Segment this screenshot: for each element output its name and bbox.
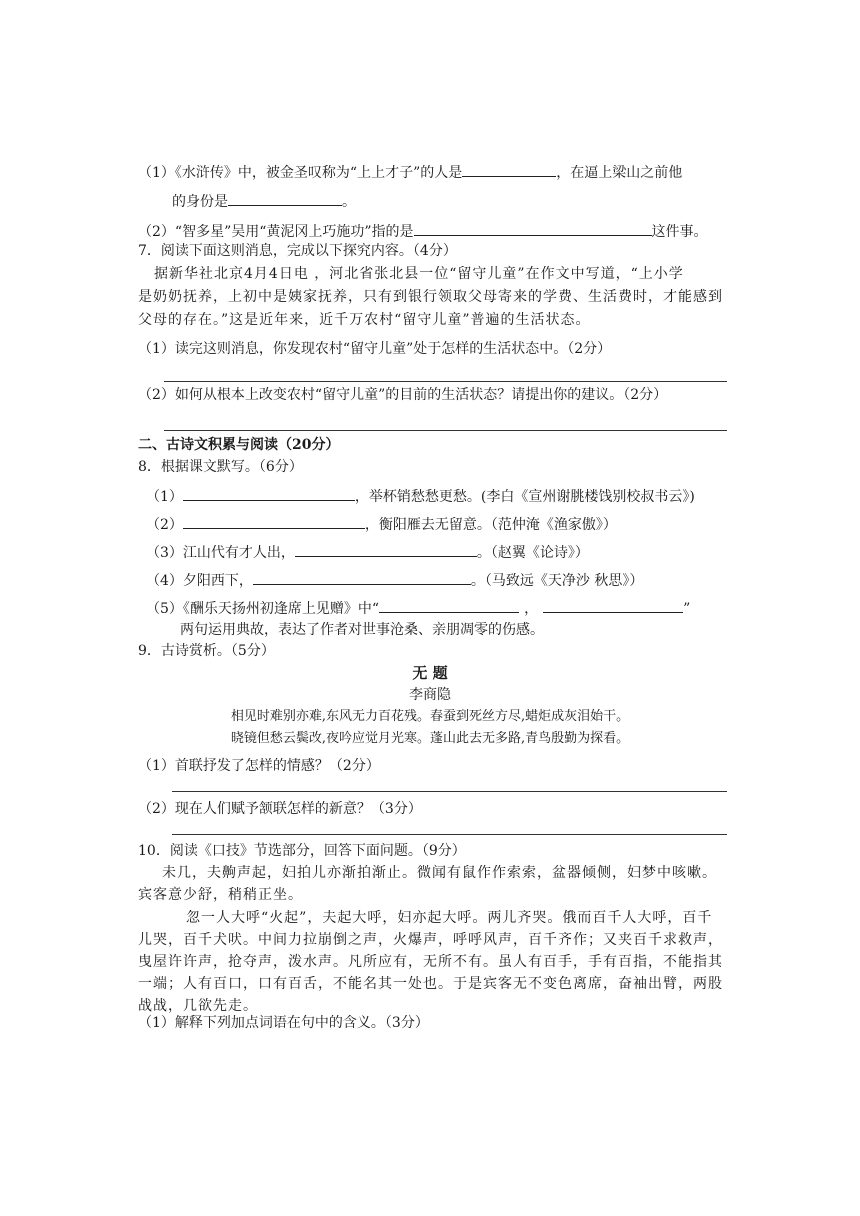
poem-line: 晓镜但愁云鬓改,夜吟应觉月光寒。蓬山此去无多路,青鸟殷勤为探看。 — [230, 731, 630, 746]
answer-line[interactable] — [172, 834, 727, 835]
q9-title: 9．古诗赏析。（5分） — [138, 643, 275, 659]
q7-passage-line: 是奶奶抚养，上初中是姨家抚养，只有到银行领取父母寄来的学费、生活费时，才能感到 — [138, 289, 723, 305]
q9-sub2: （2）现在人们赋予颔联怎样的新意？（3分） — [138, 801, 422, 817]
q6-item1-line2: 的身份是 。 — [172, 194, 356, 210]
q9-sub1: （1）首联抒发了怎样的情感？（2分） — [138, 758, 380, 774]
answer-blank[interactable] — [414, 222, 652, 236]
q6-item2: （2）“智多星”吴用“黄泥冈上巧施功”指的是 这件事。 — [138, 224, 708, 240]
q10-sub1: （1）解释下列加点词语在句中的含义。（3分） — [138, 1015, 429, 1031]
q10-passage-line: 未几，夫齁声起，妇拍儿亦渐拍渐止。微闻有鼠作作索索，盆器倾侧，妇梦中咳嗽。 — [162, 865, 717, 881]
q8-line5: （5）《酬乐天扬州初逢席上见赠》中“ ， ” — [146, 601, 691, 617]
q8-title: 8．根据课文默写。（6分） — [138, 459, 303, 475]
answer-blank[interactable] — [295, 543, 477, 557]
q8-line3: （3）江山代有才人出， 。（赵翼《论诗》） — [146, 545, 589, 561]
poem-line: 相见时难别亦难,东风无力百花残。春蚕到死丝方尽,蜡炬成灰泪始干。 — [230, 709, 630, 724]
q7-sub1: （1）读完这则消息，你发现农村“留守儿童”处于怎样的生活状态中。（2分） — [138, 341, 612, 357]
q10-passage-line: 曳屋许许声，抢夺声，泼水声。凡所应有，无所不有。虽人有百手，手有百指，不能指其 — [138, 954, 723, 970]
q8-line1: （1） ，举杯销愁愁更愁。(李白《宣州谢朓楼饯别校叔书云》) — [146, 489, 695, 505]
answer-line[interactable] — [172, 791, 727, 792]
answer-blank[interactable] — [183, 515, 365, 529]
answer-blank[interactable] — [253, 571, 471, 585]
q10-passage-line: 忽一人大呼“火起”，夫起大呼，妇亦起大呼。两儿齐哭。俄而百千人大呼，百千 — [186, 910, 713, 926]
q10-passage-line: 一端；人有百口，口有百舌，不能名其一处也。于是宾客无不变色离席，奋袖出臂，两股 — [138, 976, 723, 992]
answer-blank[interactable] — [462, 163, 556, 177]
answer-blank[interactable] — [183, 487, 355, 501]
q8-line2: （2） ，衡阳雁去无留意。（范仲淹《渔家傲》） — [146, 517, 617, 533]
section-heading: 二、古诗文积累与阅读（20分） — [138, 437, 340, 453]
q7-passage-line: 据新华社北京4月4日电 ，河北省张北县一位“留守儿童”在作文中写道，“上小学 — [154, 266, 684, 282]
answer-line[interactable] — [164, 430, 727, 431]
q8-line5-cont: 两句运用典故，表达了作者对世事沧桑、亲朋凋零的伤感。 — [180, 622, 544, 638]
answer-blank[interactable] — [228, 192, 342, 206]
answer-blank[interactable] — [543, 599, 683, 613]
q7-sub2: （2）如何从根本上改变农村“留守儿童”的目前的生活状态？请提出你的建议。（2分） — [138, 387, 668, 403]
q7-passage-line: 父母的存在。”这是近年来，近千万农村“留守儿童”普遍的生活状态。 — [138, 312, 591, 328]
q10-passage-line: 宾客意少舒，稍稍正坐。 — [138, 887, 303, 903]
q8-line4: （4）夕阳西下， 。（马致远《天净沙 秋思》） — [146, 573, 644, 589]
poem-author: 李商隐 — [409, 687, 451, 703]
poem-title: 无 题 — [412, 664, 448, 682]
answer-line[interactable] — [164, 381, 727, 382]
q10-passage-line: 儿哭，百千犬吠。中间力拉崩倒之声，火爆声，呼呼风声，百千齐作；又夹百千求救声， — [138, 932, 723, 948]
q6-item1-line1: （1）《水浒传》中，被金圣叹称为“上上才子”的人是 ，在逼上梁山之前他 — [138, 165, 683, 181]
q10-title: 10．阅读《口技》节选部分，回答下面问题。（9分） — [138, 843, 466, 859]
q10-passage-line: 战战，几欲先走。 — [138, 998, 258, 1014]
q7-title: 7．阅读下面这则消息，完成以下探究内容。（4分） — [138, 243, 457, 259]
answer-blank[interactable] — [379, 599, 519, 613]
